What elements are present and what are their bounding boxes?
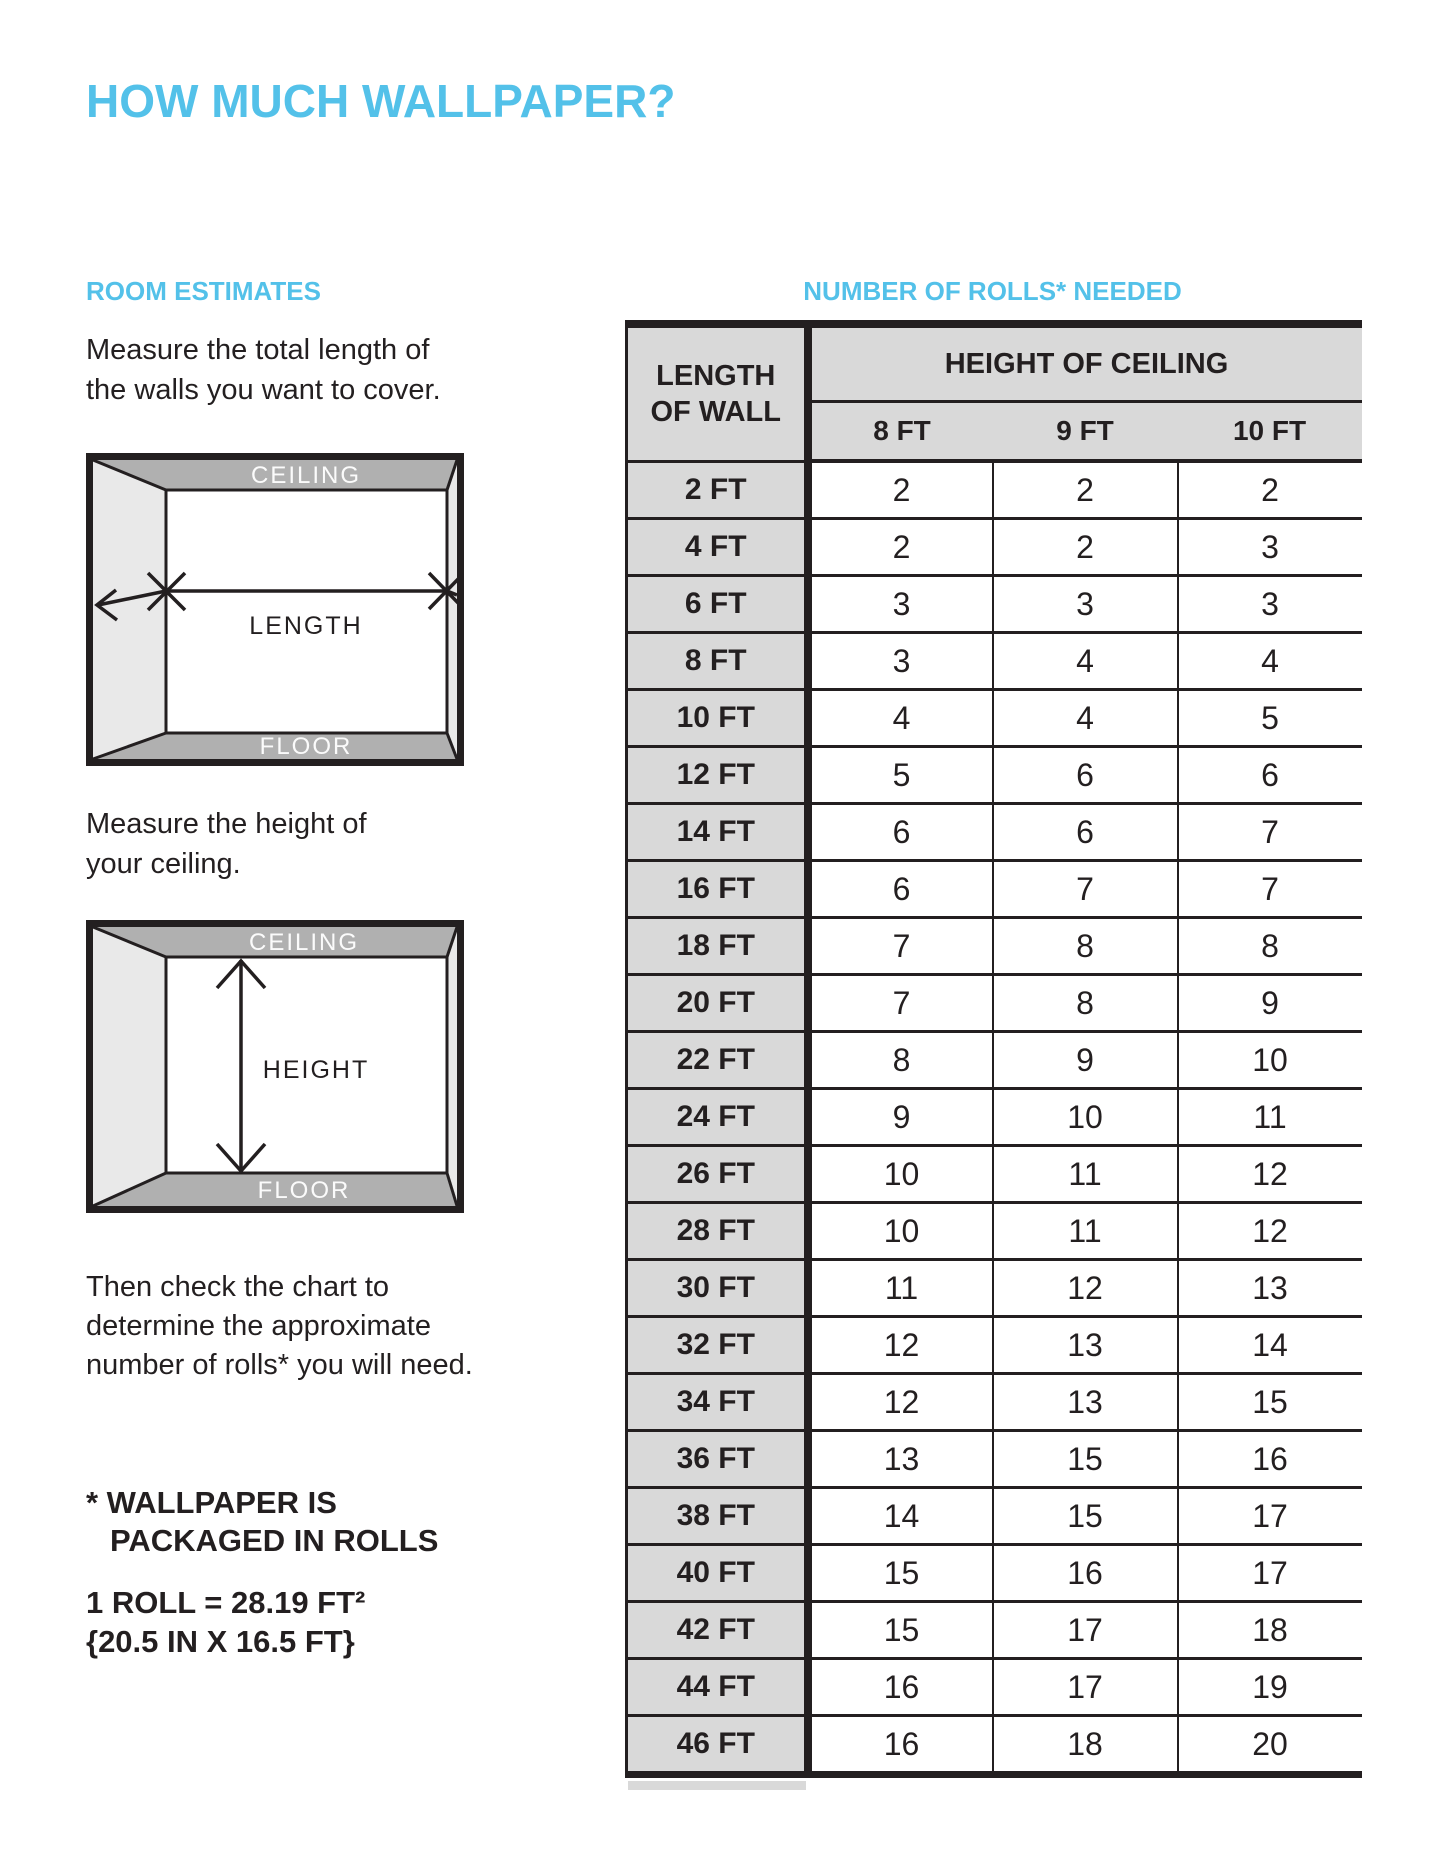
row-label: 28 FT (627, 1203, 808, 1260)
rolls-value-9ft: 17 (993, 1602, 1178, 1659)
rolls-table-container (625, 320, 1360, 1778)
rolls-value-10ft: 7 (1178, 861, 1362, 918)
rolls-value-9ft: 8 (993, 918, 1178, 975)
corner-header-line1: LENGTH (656, 359, 776, 392)
row-label: 40 FT (627, 1545, 808, 1602)
rolls-value-10ft: 18 (1178, 1602, 1362, 1659)
table-row (627, 975, 1362, 1032)
rolls-value-10ft: 12 (1178, 1203, 1362, 1260)
column-header-9ft: 9 FT (993, 402, 1178, 462)
packaging-note-line2: PACKAGED IN ROLLS (110, 1523, 439, 1558)
rolls-value-9ft: 8 (993, 975, 1178, 1032)
row-label: 32 FT (627, 1317, 808, 1374)
rolls-value-8ft: 2 (808, 519, 993, 576)
room-estimates-heading: ROOM ESTIMATES (86, 276, 321, 306)
corner-header-length-of-wall (627, 324, 808, 461)
table-row (627, 747, 1362, 804)
table-row (627, 1602, 1362, 1659)
ceiling-label: CEILING (250, 462, 362, 489)
rolls-value-10ft: 6 (1178, 747, 1362, 804)
rolls-needed-heading: NUMBER OF ROLLS* NEEDED (803, 276, 1182, 306)
rolls-value-9ft: 17 (993, 1659, 1178, 1716)
row-label: 30 FT (627, 1260, 808, 1317)
table-row (627, 461, 1362, 519)
rolls-table (625, 320, 1362, 1778)
rolls-value-10ft: 7 (1178, 804, 1362, 861)
rolls-value-10ft: 2 (1178, 461, 1362, 519)
rolls-value-8ft: 12 (808, 1374, 993, 1431)
rolls-value-10ft: 8 (1178, 918, 1362, 975)
rolls-value-8ft: 10 (808, 1203, 993, 1260)
instruction-height-line1: Measure the height of (86, 808, 367, 840)
table-row (627, 1032, 1362, 1089)
row-label: 24 FT (627, 1089, 808, 1146)
height-diagram (86, 920, 464, 1213)
instruction-chart (86, 1268, 473, 1385)
rolls-value-9ft: 6 (993, 804, 1178, 861)
rolls-value-9ft: 4 (993, 690, 1178, 747)
table-row (627, 861, 1362, 918)
rolls-value-9ft: 6 (993, 747, 1178, 804)
rolls-value-10ft: 3 (1178, 576, 1362, 633)
rolls-value-8ft: 16 (808, 1716, 993, 1775)
table-row (627, 1488, 1362, 1545)
rolls-value-8ft: 11 (808, 1260, 993, 1317)
floor-label: FLOOR (257, 1177, 351, 1204)
rolls-value-9ft: 7 (993, 861, 1178, 918)
rolls-value-9ft: 11 (993, 1203, 1178, 1260)
instruction-chart-line3: number of rolls* you will need. (86, 1349, 473, 1381)
table-row (627, 1203, 1362, 1260)
rolls-value-9ft: 12 (993, 1260, 1178, 1317)
table-row (627, 918, 1362, 975)
rolls-value-10ft: 17 (1178, 1488, 1362, 1545)
row-label: 8 FT (627, 633, 808, 690)
rolls-value-9ft: 4 (993, 633, 1178, 690)
row-label: 16 FT (627, 861, 808, 918)
rolls-value-8ft: 5 (808, 747, 993, 804)
table-row (627, 1659, 1362, 1716)
rolls-value-8ft: 15 (808, 1545, 993, 1602)
rolls-value-10ft: 13 (1178, 1260, 1362, 1317)
rolls-value-9ft: 13 (993, 1374, 1178, 1431)
table-row (627, 1146, 1362, 1203)
column-header-8ft: 8 FT (808, 402, 993, 462)
row-label: 12 FT (627, 747, 808, 804)
rolls-value-8ft: 3 (808, 576, 993, 633)
rolls-value-8ft: 9 (808, 1089, 993, 1146)
rolls-value-9ft: 2 (993, 461, 1178, 519)
rolls-value-9ft: 10 (993, 1089, 1178, 1146)
column-header-10ft: 10 FT (1178, 402, 1362, 462)
corner-header-line2: OF WALL (650, 395, 781, 428)
height-label: HEIGHT (262, 1056, 370, 1084)
table-row (627, 1089, 1362, 1146)
rolls-value-9ft: 2 (993, 519, 1178, 576)
row-label: 22 FT (627, 1032, 808, 1089)
instruction-length (86, 330, 441, 410)
group-header-height-of-ceiling: HEIGHT OF CEILING (808, 324, 1362, 402)
rolls-value-10ft: 10 (1178, 1032, 1362, 1089)
row-label: 14 FT (627, 804, 808, 861)
rolls-value-9ft: 15 (993, 1488, 1178, 1545)
table-row (627, 576, 1362, 633)
rolls-value-8ft: 3 (808, 633, 993, 690)
rolls-value-10ft: 5 (1178, 690, 1362, 747)
rolls-value-8ft: 13 (808, 1431, 993, 1488)
instruction-chart-line2: determine the approximate (86, 1310, 431, 1342)
rolls-value-10ft: 3 (1178, 519, 1362, 576)
table-row (627, 1716, 1362, 1775)
rolls-value-8ft: 14 (808, 1488, 993, 1545)
floor-label: FLOOR (259, 733, 353, 760)
table-row (627, 1317, 1362, 1374)
table-row (627, 804, 1362, 861)
rolls-value-8ft: 7 (808, 918, 993, 975)
rolls-value-10ft: 16 (1178, 1431, 1362, 1488)
packaging-note (86, 1484, 438, 1560)
rolls-value-9ft: 11 (993, 1146, 1178, 1203)
rolls-value-10ft: 20 (1178, 1716, 1362, 1775)
row-label: 4 FT (627, 519, 808, 576)
rolls-value-8ft: 6 (808, 804, 993, 861)
table-row (627, 519, 1362, 576)
rolls-value-8ft: 16 (808, 1659, 993, 1716)
row-label: 26 FT (627, 1146, 808, 1203)
rolls-value-10ft: 4 (1178, 633, 1362, 690)
table-row (627, 1545, 1362, 1602)
rolls-value-10ft: 17 (1178, 1545, 1362, 1602)
instruction-length-line2: the walls you want to cover. (86, 374, 441, 406)
rolls-value-10ft: 12 (1178, 1146, 1362, 1203)
row-label: 34 FT (627, 1374, 808, 1431)
row-label: 44 FT (627, 1659, 808, 1716)
packaging-note-line1: * WALLPAPER IS (86, 1485, 337, 1520)
roll-area-equation: 1 ROLL = 28.19 FT² (86, 1585, 366, 1620)
instruction-height (86, 804, 367, 884)
instruction-length-line1: Measure the total length of (86, 334, 430, 366)
rolls-value-8ft: 2 (808, 461, 993, 519)
rolls-value-9ft: 9 (993, 1032, 1178, 1089)
rolls-value-9ft: 18 (993, 1716, 1178, 1775)
rolls-value-8ft: 6 (808, 861, 993, 918)
rolls-value-9ft: 3 (993, 576, 1178, 633)
rolls-value-10ft: 11 (1178, 1089, 1362, 1146)
rolls-value-10ft: 14 (1178, 1317, 1362, 1374)
left-wall-panel (93, 927, 166, 1206)
page-title: HOW MUCH WALLPAPER? (86, 75, 676, 127)
row-label: 18 FT (627, 918, 808, 975)
rolls-value-9ft: 15 (993, 1431, 1178, 1488)
label-column-stub (628, 1781, 806, 1790)
rolls-value-8ft: 10 (808, 1146, 993, 1203)
table-row (627, 1260, 1362, 1317)
rolls-value-10ft: 19 (1178, 1659, 1362, 1716)
row-label: 36 FT (627, 1431, 808, 1488)
row-label: 46 FT (627, 1716, 808, 1775)
table-row (627, 1374, 1362, 1431)
roll-dimensions: {20.5 IN X 16.5 FT} (86, 1624, 355, 1659)
rolls-value-8ft: 15 (808, 1602, 993, 1659)
instruction-chart-line1: Then check the chart to (86, 1271, 390, 1303)
rolls-value-9ft: 16 (993, 1545, 1178, 1602)
table-row (627, 633, 1362, 690)
row-label: 42 FT (627, 1602, 808, 1659)
rolls-value-8ft: 8 (808, 1032, 993, 1089)
row-label: 20 FT (627, 975, 808, 1032)
table-row (627, 1431, 1362, 1488)
ceiling-label: CEILING (248, 929, 360, 956)
rolls-value-8ft: 4 (808, 690, 993, 747)
length-label: LENGTH (249, 612, 363, 640)
rolls-value-10ft: 9 (1178, 975, 1362, 1032)
rolls-value-9ft: 13 (993, 1317, 1178, 1374)
row-label: 2 FT (627, 461, 808, 519)
table-row (627, 690, 1362, 747)
instruction-height-line2: your ceiling. (86, 848, 241, 880)
rolls-value-10ft: 15 (1178, 1374, 1362, 1431)
rolls-value-8ft: 7 (808, 975, 993, 1032)
rolls-value-8ft: 12 (808, 1317, 993, 1374)
row-label: 38 FT (627, 1488, 808, 1545)
row-label: 10 FT (627, 690, 808, 747)
length-diagram (86, 453, 464, 766)
row-label: 6 FT (627, 576, 808, 633)
